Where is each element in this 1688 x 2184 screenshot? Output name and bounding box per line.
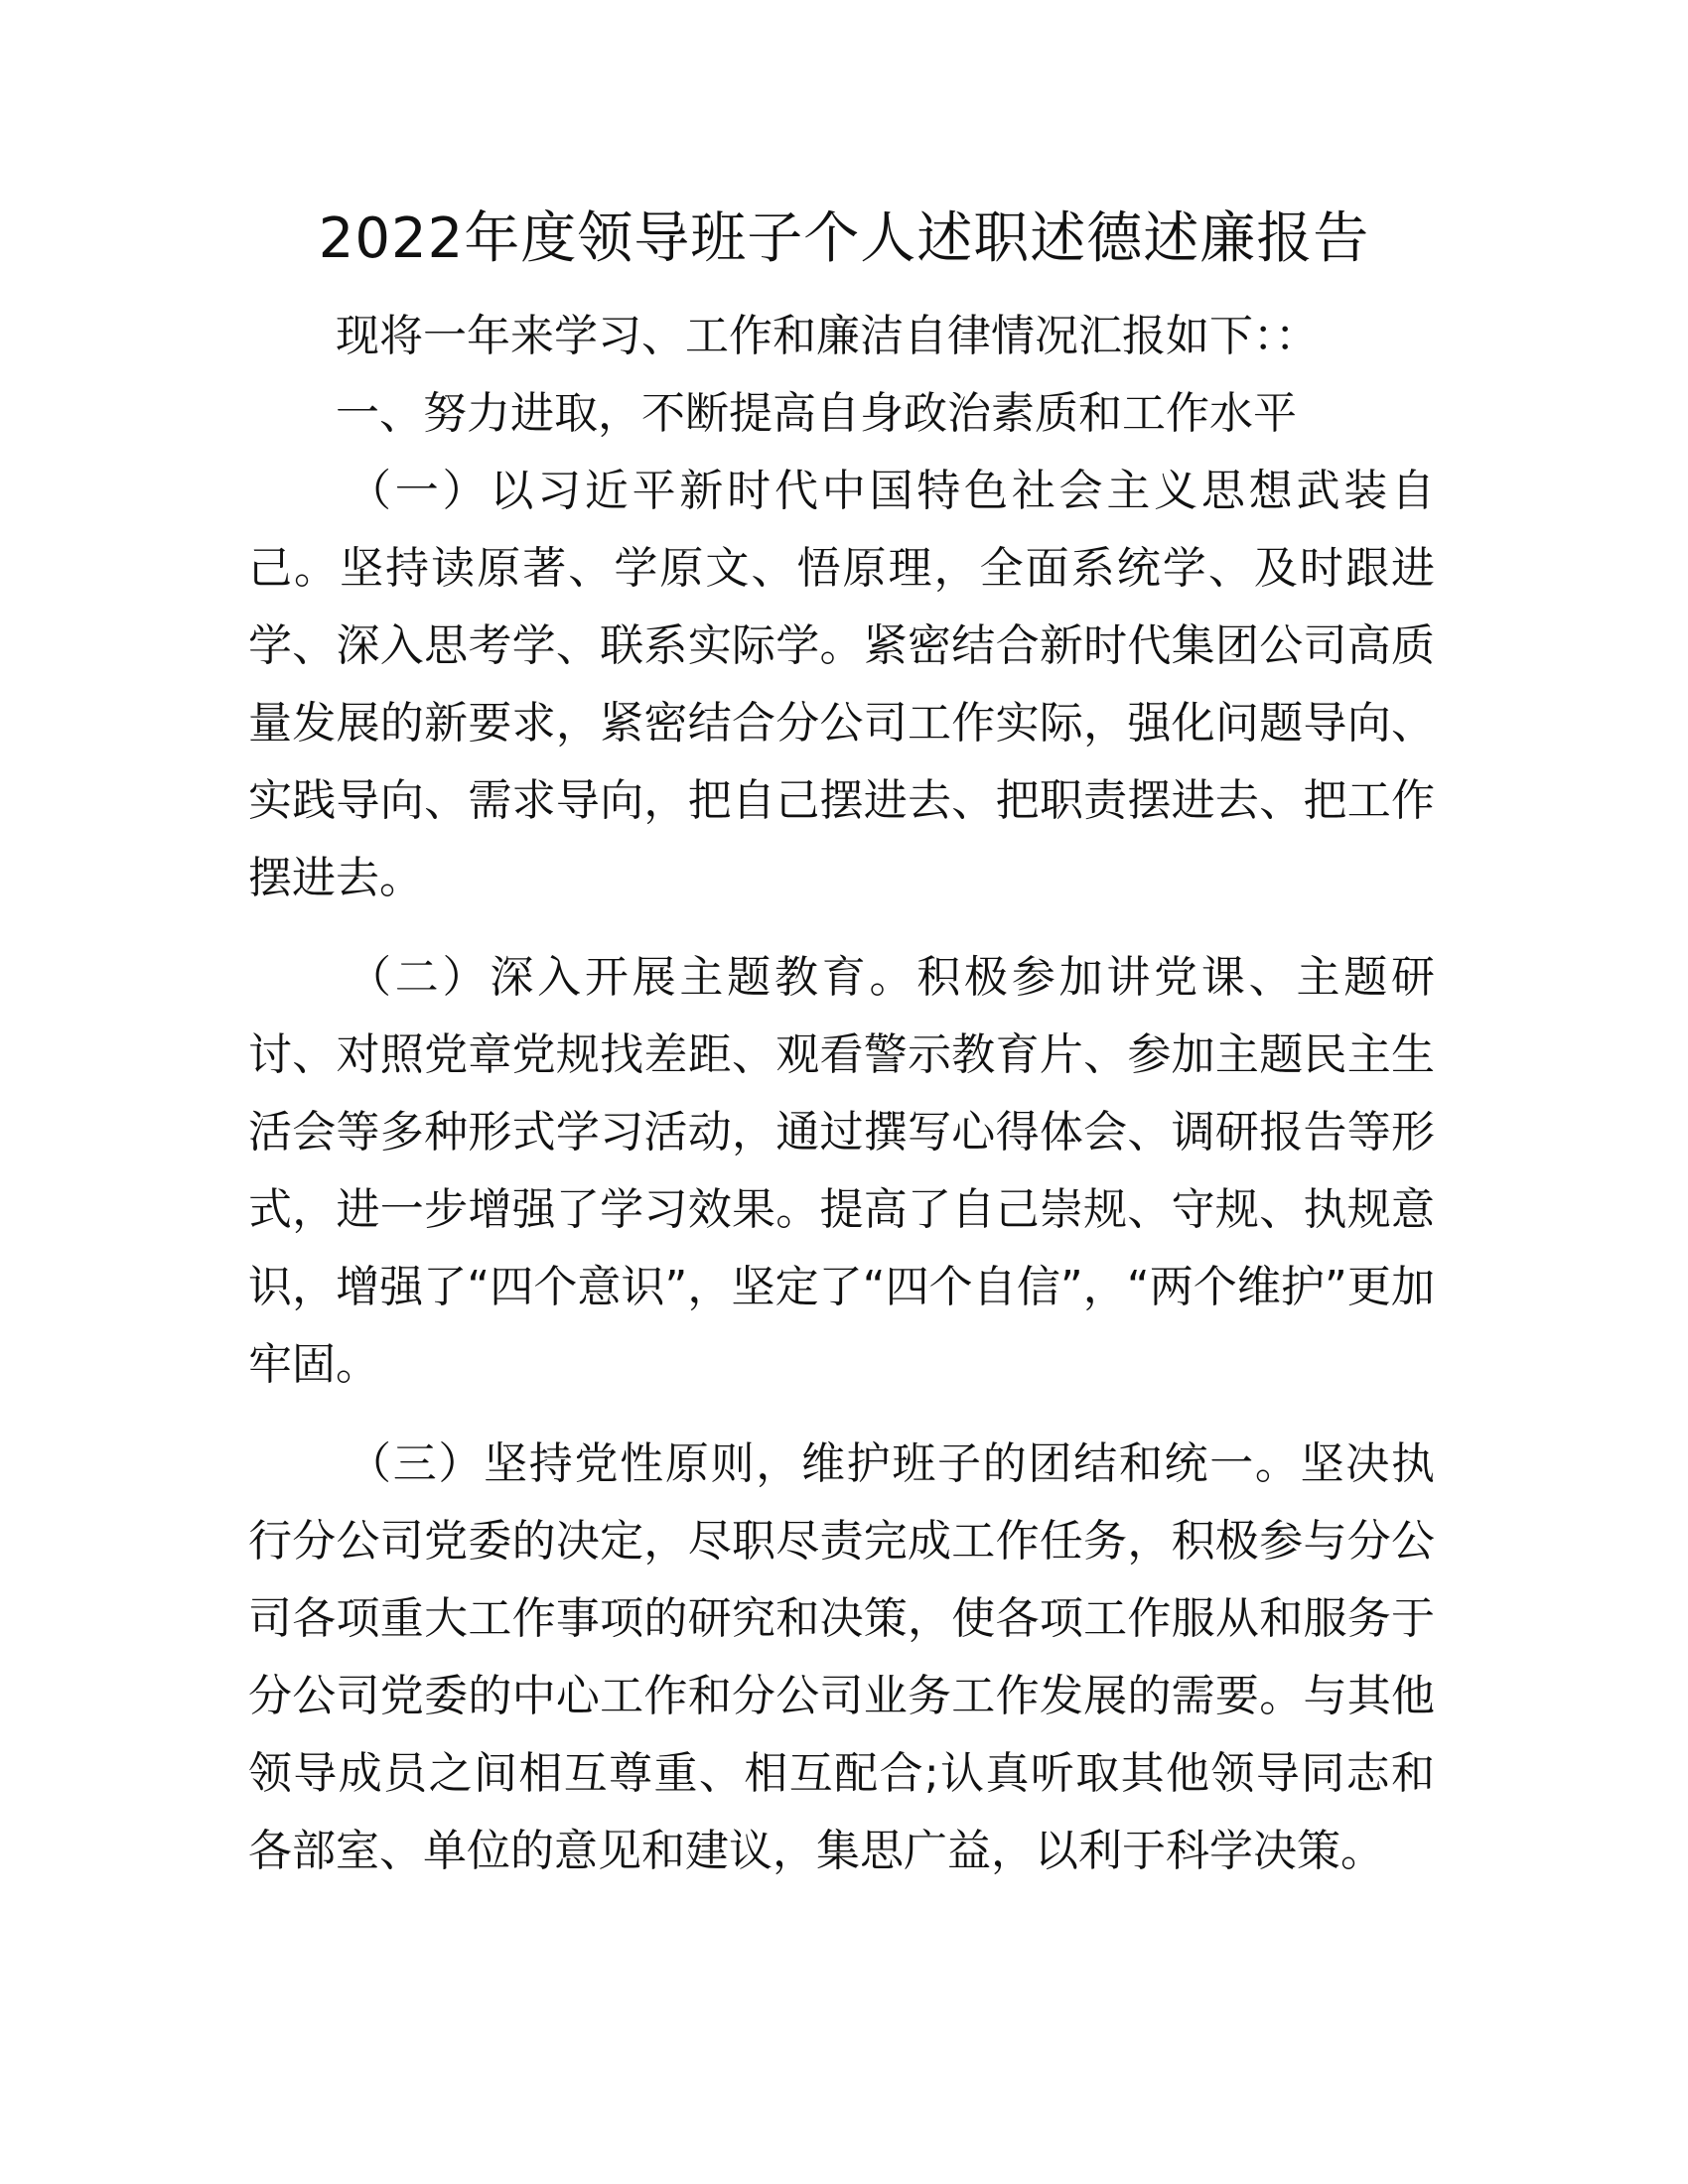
body-paragraph: （二）深入开展主题教育。积极参加讲党课、主题研讨、对照党章党规找差距、观看警示教育片、参加主题民主生活会等多种形式学习活动，通过撰写心得体会、调研报告等形式，进一步增强了学习效果。提高了自己崇规、守规、执规意识，增强了“四个意识”，坚定了“四个自信”，“两个维护”更加牢固。 (248, 952, 1435, 1390)
section-heading: 一、努力进取，不断提高自身政治素质和工作水平 (336, 388, 1297, 439)
intro-paragraph: 现将一年来学习、工作和廉洁自律情况汇报如下：： (336, 311, 1319, 361)
body-paragraph: （三）坚持党性原则，维护班子的团结和统一。坚决执行分公司党委的决定，尽职尽责完成工作任务，积极参与分公司各项重大工作事项的研究和决策，使各项工作服从和服务于分公司党委的中心工作和分公司业务工作发展的需要。与其他领导成员之间相互尊重、相互配合;认真听取其他领导同志和各部室、单位的意见和建议，集思广益，以利于科学决策。 (248, 1438, 1435, 1876)
body-paragraph: （一）以习近平新时代中国特色社会主义思想武装自己。坚持读原著、学原文、悟原理，全面系统学、及时跟进学、深入思考学、联系实际学。紧密结合新时代集团公司高质量发展的新要求，紧密结合分公司工作实际，强化问题导向、实践导向、需求导向，把自己摆进去、把职责摆进去、把工作摆进去。 (248, 466, 1435, 903)
document-body (248, 298, 1435, 1890)
document-title: 2022年度领导班子个人述职述德述廉报告 (318, 206, 1370, 271)
